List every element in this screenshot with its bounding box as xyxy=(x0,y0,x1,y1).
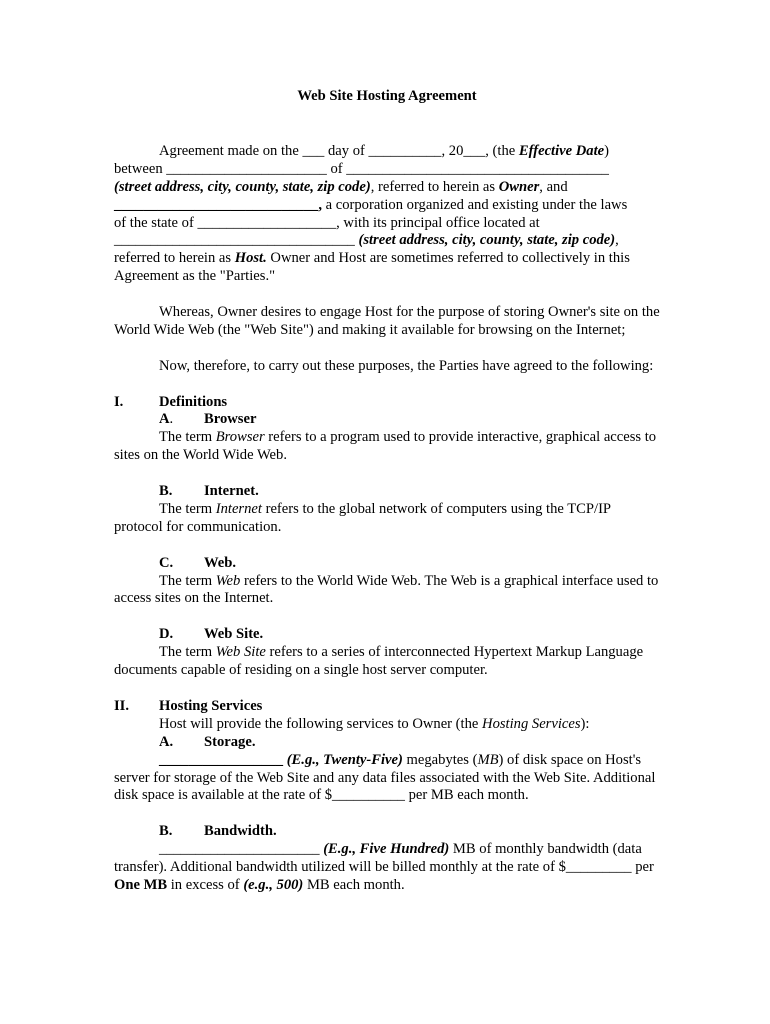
owner-term: Owner xyxy=(498,178,540,195)
section-heading xyxy=(114,698,660,716)
section-number: I. xyxy=(114,393,124,410)
subsection-number: A. xyxy=(159,733,174,750)
bandwidth-text-part: MB each month. xyxy=(303,876,405,893)
storage-text-part: ) of disk space on Host's server for storage of the Web Site and any data files associated with the Web Site. Additional disk space is available at the rate of $__________ per MB each month. xyxy=(114,751,656,804)
defined-term: Web Site xyxy=(215,644,266,661)
definition-web-site xyxy=(114,626,660,680)
definition-text xyxy=(114,644,660,680)
subsection-title: Internet. xyxy=(204,483,259,500)
now-therefore-paragraph: Now, therefore, to carry out these purposes, the Parties have agreed to the following: xyxy=(159,357,654,374)
intro-text: , referred to herein as xyxy=(370,178,499,195)
section-hosting-services xyxy=(114,698,660,895)
subsection-heading xyxy=(114,626,660,644)
definition-internet xyxy=(114,483,660,537)
definition-text-part: The term xyxy=(159,429,216,446)
section-number: II. xyxy=(114,697,130,714)
subsection-heading xyxy=(114,823,660,841)
bandwidth-text-part: in excess of xyxy=(167,876,244,893)
intro-line xyxy=(114,197,660,215)
intro-text: _________________________________ xyxy=(114,232,359,249)
defined-term: Browser xyxy=(215,429,265,446)
subsection-title: Web Site. xyxy=(204,626,264,643)
document-page xyxy=(114,88,660,913)
host-name-blank: ____________________________, xyxy=(114,196,322,213)
bandwidth-blank: ______________________ xyxy=(159,841,324,858)
definition-web xyxy=(114,555,660,609)
hosting-services-intro xyxy=(114,716,660,734)
service-bandwidth xyxy=(114,823,660,895)
intro-text: Owner and Host are sometimes referred to collectively in this xyxy=(266,250,630,267)
defined-term: Internet xyxy=(215,500,262,517)
defined-term: Web xyxy=(215,572,241,589)
intro-line xyxy=(114,143,660,161)
definition-text-part: refers to a series of interconnected Hypertext Markup Language documents capable of residing on a single host server computer. xyxy=(114,644,644,679)
bandwidth-text-part: MB of monthly bandwidth (data transfer). Additional bandwidth utilized will be billed monthly at the rate of $_________ per xyxy=(114,841,654,876)
definition-text xyxy=(114,501,660,537)
defined-term: Hosting Services xyxy=(482,715,581,732)
definition-text xyxy=(114,429,660,465)
effective-date-term: Effective Date xyxy=(518,142,605,159)
definition-text-part: The term xyxy=(159,572,216,589)
subsection-title: Web. xyxy=(204,554,237,571)
section-definitions xyxy=(114,394,660,680)
subsection-number xyxy=(159,411,204,429)
intro-text-part: Host will provide the following services to Owner (the xyxy=(159,715,483,732)
definition-text-part: refers to the global network of computers using the TCP/IP protocol for communication. xyxy=(114,500,611,535)
definition-text-part: The term xyxy=(159,644,216,661)
address-hint: (street address, city, county, state, zip code) xyxy=(114,178,371,195)
subsection-number: B. xyxy=(159,483,173,500)
section-heading xyxy=(114,394,660,412)
address-hint: (street address, city, county, state, zip code) xyxy=(358,232,616,249)
subsection-heading xyxy=(114,555,660,573)
intro-text: referred to herein as xyxy=(114,250,235,267)
intro-line: Agreement as the "Parties." xyxy=(114,268,276,285)
intro-line xyxy=(114,250,660,268)
intro-text: , and xyxy=(539,178,568,195)
subsection-heading xyxy=(114,734,660,752)
document-title: Web Site Hosting Agreement xyxy=(297,88,477,104)
subsection-number: B. xyxy=(159,823,173,840)
subsection-heading xyxy=(114,483,660,501)
one-mb-term: One MB xyxy=(114,876,168,893)
defined-term: MB xyxy=(477,751,499,768)
intro-text: ) xyxy=(604,142,610,159)
definition-text-part: refers to the World Wide Web. The Web is a graphical interface used to access sites on the Internet. xyxy=(114,572,659,607)
subsection-heading xyxy=(114,411,660,429)
subsection-title: Bandwidth. xyxy=(204,823,277,840)
section-title: Hosting Services xyxy=(159,697,263,714)
definition-text xyxy=(114,573,660,609)
section-title: Definitions xyxy=(159,393,228,410)
intro-line: of the state of ___________________, with its principal office located at xyxy=(114,214,540,231)
bandwidth-text xyxy=(114,841,660,895)
storage-text-part: megabytes ( xyxy=(402,751,478,768)
subsection-dot: . xyxy=(169,411,174,428)
subsection-title: Browser xyxy=(204,411,257,428)
whereas-paragraph: Whereas, Owner desires to engage Host for the purpose of storing Owner's site on the World Wide Web (the "Web Site") and making it available for browsing on the Internet; xyxy=(114,304,660,338)
storage-blank: _________________ xyxy=(159,751,284,768)
subsection-title: Storage. xyxy=(204,733,256,750)
host-term: Host. xyxy=(234,250,267,267)
intro-line xyxy=(114,179,660,197)
intro-line: between ______________________ of ____________________________________ xyxy=(114,160,609,177)
subsection-number: D. xyxy=(159,626,174,643)
intro-paragraph xyxy=(114,143,660,286)
definition-text-part: refers to a program used to provide interactive, graphical access to sites on the World Wide Web. xyxy=(114,429,657,464)
definition-browser xyxy=(114,411,660,465)
example-hint: (E.g., Five Hundred) xyxy=(323,841,450,858)
example-hint: (E.g., Twenty-Five) xyxy=(283,751,403,768)
intro-text: Agreement made on the ___ day of __________, 20___, (the xyxy=(159,142,519,159)
example-hint: (e.g., 500) xyxy=(243,876,304,893)
subsection-number: C. xyxy=(159,554,174,571)
intro-text-part: ): xyxy=(580,715,590,732)
intro-text: , xyxy=(615,232,619,249)
intro-text: a corporation organized and existing under the laws xyxy=(321,196,628,213)
subsection-letter: A xyxy=(159,411,170,428)
intro-line xyxy=(114,232,660,250)
definition-text-part: The term xyxy=(159,500,216,517)
service-storage xyxy=(114,734,660,806)
storage-text xyxy=(114,752,660,806)
